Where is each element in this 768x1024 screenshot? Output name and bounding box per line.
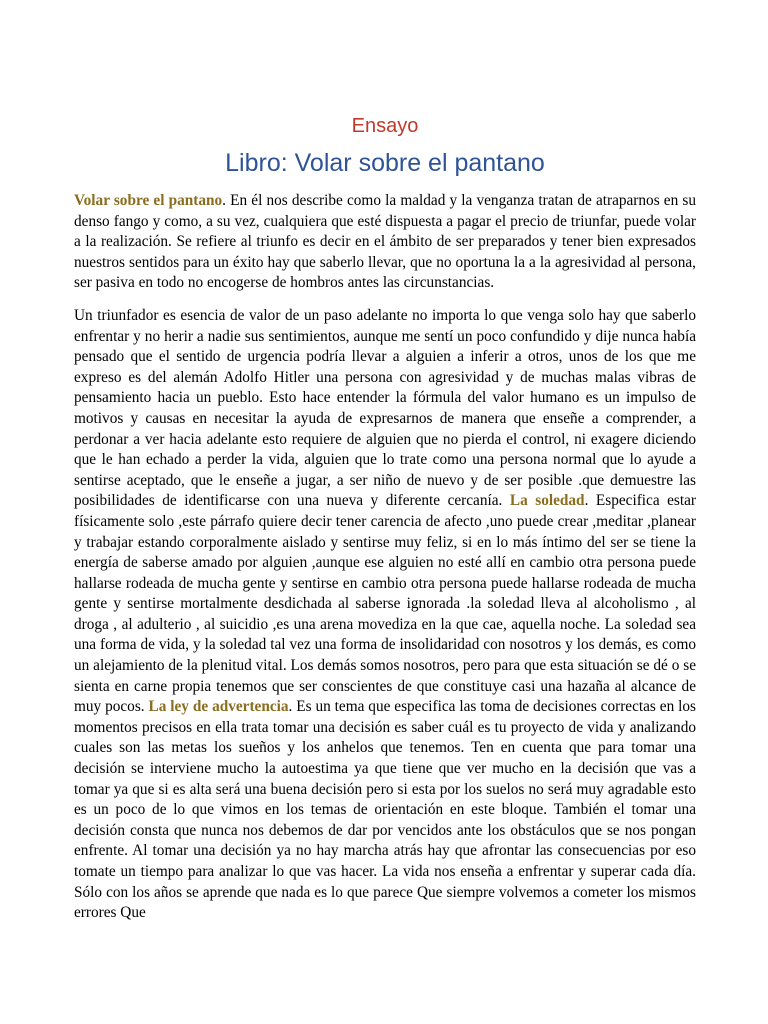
keyword-la-ley-de-advertencia: La ley de advertencia bbox=[148, 698, 289, 716]
paragraph-2-text-b: . Especifica estar físicamente solo ,este párrafo quiere decir tener carencia de afecto ,uno puede crear ,meditar ,planear y trabajar estando corporalmente aislado y sentirse muy feliz, si en lo más íntimo del ser se tiene la energía de saberse amado por alguien ,aunque ese alguien no esté allí en cambio otra persona puede hallarse rodeada de mucha gente y sentirse en cambio otra persona puede hallarse rodeada de mucha gente y sentirse mortalmente desdichada al saberse ignorada .la soledad lleva al alcoholismo , al droga , al adulterio , al suicidio ,es una arena movediza en la que cae, aquella noche. La soledad sea una forma de vida, y la soledad tal vez una forma de insolidaridad con nosotros y los demás, es como un alejamiento de la plenitud vital. Los demás somos nosotros, pero para que esta situación se dé o se sienta en carne propia tenemos que ser conscientes de que constituye casi una hazaña al alcance de muy pocos. bbox=[74, 492, 697, 716]
paragraph-2-text-a: Un triunfador es esencia de valor de un paso adelante no importa lo que venga solo hay que saberlo enfrentar y no herir a nadie sus sentimientos, aunque me sentí un poco confundido y dije nunca había pensado que el sentido de urgencia podría llevar a alguien a inferir a otros, unos de los que me expreso es del alemán Adolfo Hitler una persona con agresividad y de muchas malas vibras de pensamiento hacia un pueblo. Esto hace entender la fórmula del valor humano es un impulso de motivos y causas en necesitar la ayuda de expresarnos de manera que enseñe a comprender, a perdonar a ver hacia adelante esto requiere de alguien que no pierda el control, ni exagere diciendo que le han echado a perder la vida, alguien que lo trate como una persona normal que lo ayude a sentirse aceptado, que le enseñe a jugar, a ser niño de nuevo y de ser posible .que demuestre las posibilidades de identificarse con una nueva y diferente cercanía. bbox=[74, 306, 696, 510]
keyword-volar-sobre-el-pantano: Volar sobre el pantano bbox=[74, 192, 223, 209]
paragraph-1-text: . En él nos describe como la maldad y la venganza tratan de atraparnos en su denso fango y como, a su vez, cualquiera que esté dispuesta a pagar el precio de triunfar, puede volar a la realización. Se refiere al triunfo es decir en el ámbito de ser preparados y tener bien expresados nuestros sentidos para un éxito hay que saberlo llevar, que no oportuna la a la agresividad al persona, ser pasiva en todo no encogerse de hombros antes las circunstancias. bbox=[74, 192, 696, 292]
paragraph-2-text-c: . Es un tema que especifica las toma de decisiones correctas en los momentos precisos en ella trata tomar una decisión es saber cuál es tu proyecto de vida y analizando cuales son las metas los sueños y los anhelos que tenemos. Ten en cuenta que para tomar una decisión se interviene mucho la autoestima ya que tiene que ver mucho en la decisión que vas a tomar ya que si es alta será una buena decisión pero si esta por los suelos no será muy agradable esto es un poco de lo que vimos en los temas de orientación en este bloque. También el tomar una decisión consta que nunca nos debemos de dar por vencidos ante los obstáculos que se nos pongan enfrente. Al tomar una decisión ya no hay marcha atrás hay que afrontar las consecuencias por eso tomate un tiempo para analizar lo que vas hacer. La vida nos enseña a enfrentar y superar cada día. Sólo con los años se aprende que nada es lo que parece Que siempre volvemos a cometer los mismos errores Que bbox=[74, 698, 696, 922]
document-subtitle: Libro: Volar sobre el pantano bbox=[225, 149, 545, 177]
document-title: Ensayo bbox=[351, 115, 419, 137]
document-page bbox=[74, 112, 696, 936]
paragraph-2 bbox=[74, 306, 696, 924]
keyword-la-soledad: La soledad bbox=[509, 492, 585, 510]
paragraph-1 bbox=[74, 191, 696, 294]
